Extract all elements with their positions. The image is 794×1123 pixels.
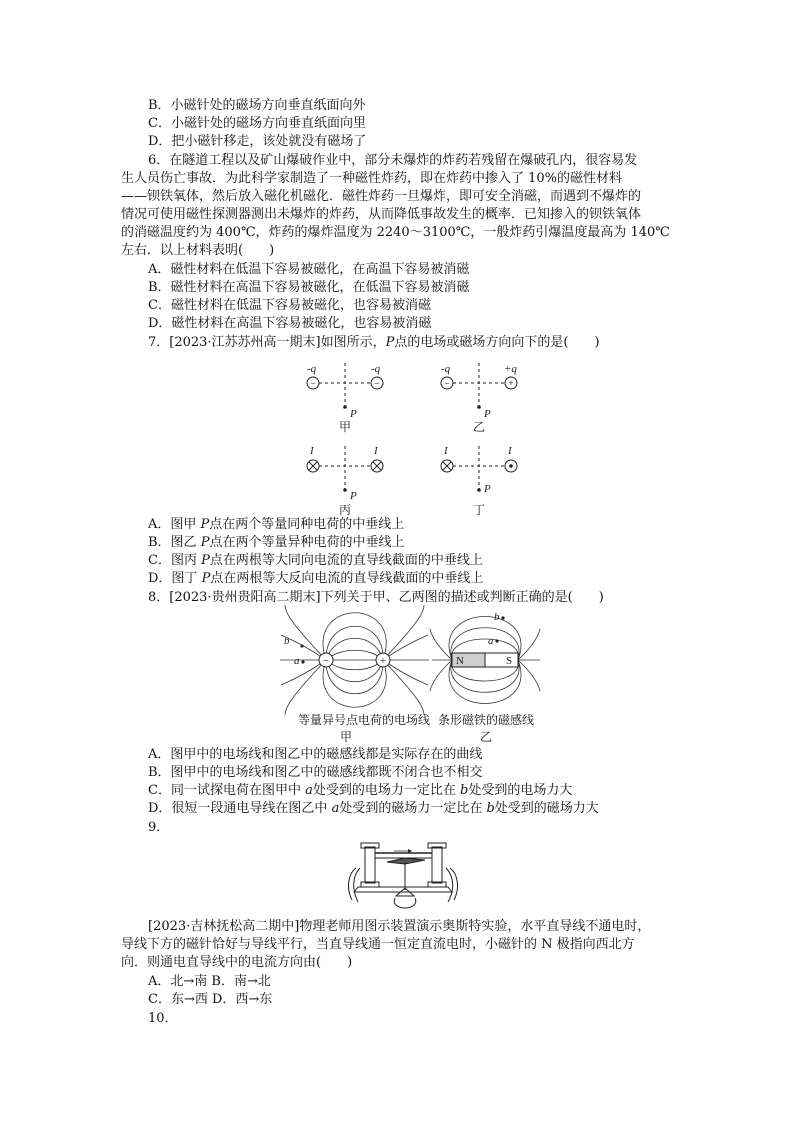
charge-label: -q	[307, 363, 317, 375]
charge-sign: +	[379, 655, 387, 667]
q9-options-cd: C．东→西 D．西→东	[148, 992, 273, 1007]
q6-option-c: C．磁性材料在低温下容易被磁化，也容易被消磁	[148, 298, 431, 313]
q8-left-caption: 等量异号点电荷的电场线	[298, 713, 431, 727]
q6-stem-line: 左右．以上材料表明( )	[121, 243, 275, 258]
current-label: I	[374, 445, 378, 457]
q8-option-c: C．同一试探电荷在图甲中 a处受到的电场力一定比在 b处受到的电场力大	[148, 783, 573, 798]
charge-label: -q	[371, 363, 381, 375]
q8-figure	[0, 607, 794, 757]
oersted-apparatus-figure	[0, 838, 794, 913]
point-p-label: P	[484, 408, 491, 420]
q7-option-b: B．图乙 P点在两个等量异种电荷的中垂线上	[148, 535, 405, 550]
figure-caption: 丙	[339, 503, 352, 517]
q7-option-c: C．图丙 P点在两根等大同向电流的直导线截面的中垂线上	[148, 553, 483, 568]
q7-option-a: A．图甲 P点在两个等量同种电荷的中垂线上	[148, 517, 405, 532]
charge-label: -q	[441, 363, 451, 375]
q9-number: 9．	[148, 820, 170, 835]
option-d-text: D．把小磁针移走，该处就没有磁场了	[148, 134, 367, 149]
magnet-south-label: S	[506, 655, 513, 667]
current-label: I	[444, 445, 448, 457]
figure-caption: 乙	[473, 420, 486, 434]
q7-option-d: D．图丁 P点在两根等大反向电流的直导线截面的中垂线上	[148, 571, 484, 586]
current-label: I	[310, 445, 314, 457]
q7-stem: 7．[2023·江苏苏州高一期末]如图所示，P点的电场或磁场方向向下的是( )	[148, 335, 600, 350]
point-p-label: P	[484, 483, 491, 495]
q6-option-d: D．磁性材料在高温下容易被磁化，也容易被消磁	[148, 316, 432, 331]
charge-label: +q	[504, 363, 517, 375]
point-a-label: a	[488, 635, 494, 647]
charge-sign: −	[322, 655, 330, 667]
point-p-label: P	[350, 408, 357, 420]
magnet-north-label: N	[456, 655, 464, 667]
q10-number: 10．	[148, 1011, 178, 1026]
option-c-text: C．小磁针处的磁场方向垂直纸面向里	[148, 116, 366, 131]
electric-field-lines	[280, 605, 429, 715]
q8-right-label: 乙	[480, 730, 493, 744]
point-a-label: a	[294, 655, 300, 667]
q8-stem: 8．[2023·贵州贵阳高二期末]下列关于甲、乙两图的描述或判断正确的是( )	[148, 590, 604, 605]
q8-option-d: D．很短一段通电导线在图乙中 a处受到的磁场力一定比在 b处受到的磁场力大	[148, 801, 599, 816]
q6-stem-line: 生人员伤亡事故．为此科学家制造了一种磁性炸药，即在炸药中掺入了 10%的磁性材料	[121, 171, 623, 186]
figure-caption: 甲	[339, 420, 352, 434]
point-p-label: P	[350, 490, 357, 502]
q8-option-b: B．图甲中的电场线和图乙中的磁感线都既不闭合也不相交	[148, 765, 483, 780]
q6-stem-line: 情况可使用磁性探测器测出未爆炸的炸药，从而降低事故发生的概率．已知掺入的钡铁氧体	[121, 207, 642, 222]
q6-option-b: B．磁性材料在高温下容易被磁化，在低温下容易被消磁	[148, 280, 470, 295]
q6-stem-line: ——钡铁氧体，然后放入磁化机磁化．磁性炸药一旦爆炸，即可安全消磁，而遇到不爆炸的	[121, 189, 642, 204]
q9-options-ab: A．北→南 B．南→北	[148, 974, 271, 989]
q9-stem-line: [2023·吉林抚松高二期中]物理老师用图示装置演示奥斯特实验，水平直导线不通电时，	[148, 919, 651, 934]
charge-sign: −	[310, 378, 316, 390]
q6-stem-line: 6．在隧道工程以及矿山爆破作业中，部分未爆炸的炸药若残留在爆破孔内，很容易发	[148, 153, 638, 168]
current-label: I	[508, 445, 512, 457]
q9-stem-line: 向．则通电直导线中的电流方向由( )	[121, 955, 353, 970]
q6-stem-line: 的消磁温度约为 400℃，炸药的爆炸温度为 2240～3100℃，一般炸药引爆温度最高为 140℃	[121, 225, 670, 240]
point-b-label: b	[284, 635, 290, 647]
q9-stem-line: 导线下方的磁针恰好与导线平行，当直导线通一恒定直流电时，小磁针的 N 极指向西北方	[121, 937, 635, 952]
option-b-text: B．小磁针处的磁场方向垂直纸面向外	[148, 98, 366, 113]
charge-sign: −	[444, 378, 450, 390]
charge-sign: +	[508, 378, 514, 390]
charge-sign: −	[374, 378, 380, 390]
figure-caption: 丁	[473, 503, 486, 517]
q8-option-a: A．图甲中的电场线和图乙中的磁感线都是实际存在的曲线	[148, 747, 483, 762]
q8-right-caption: 条形磁铁的磁感线	[438, 713, 535, 727]
q8-left-label: 甲	[340, 730, 353, 744]
q6-option-a: A．磁性材料在低温下容易被磁化，在高温下容易被消磁	[148, 262, 470, 277]
point-b-label: b	[494, 611, 500, 623]
